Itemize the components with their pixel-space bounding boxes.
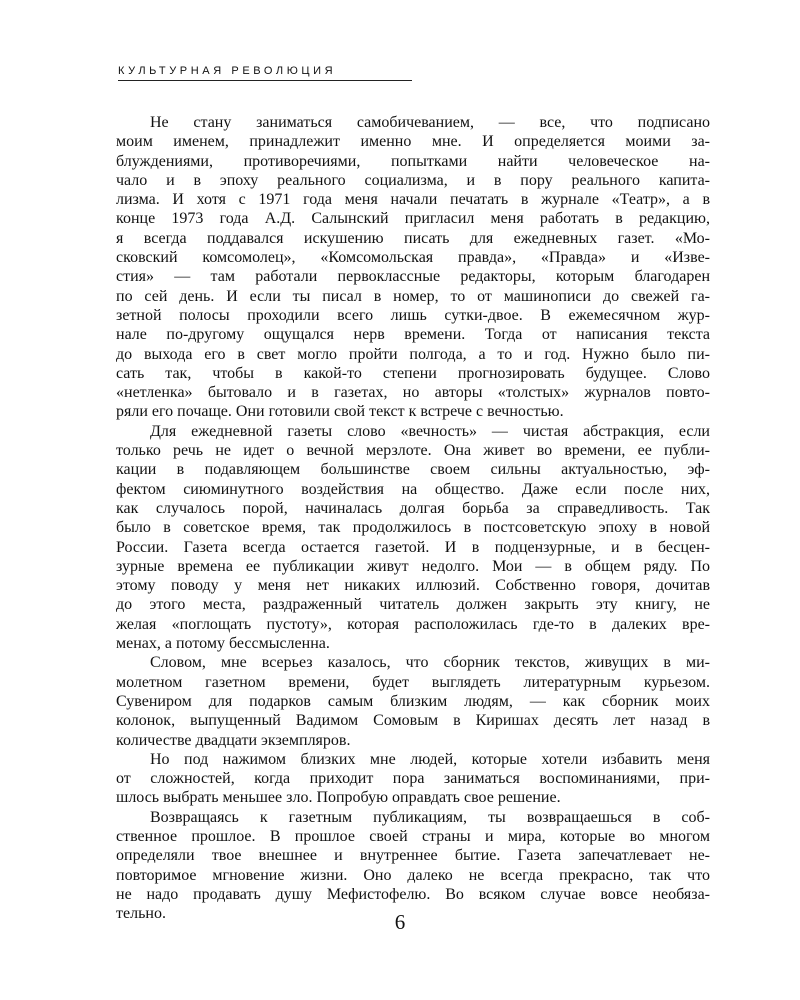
running-head: КУЛЬТУРНАЯ РЕВОЛЮЦИЯ	[118, 65, 337, 77]
body-text	[116, 113, 710, 923]
text-line: России. Газета всегда остается газетой. И в подцензурные, и в бесцен-	[116, 538, 710, 556]
text-line: конце 1973 года А.Д. Салынский пригласил меня работать в редакцию,	[116, 210, 710, 228]
text-line: сать так, чтобы в какой-то степени прогнозировать будущее. Слово	[116, 364, 710, 382]
text-line: сковский комсомолец», «Комсомольская правда», «Правда» и «Изве-	[116, 249, 710, 267]
text-line: как случалось порой, начиналась долгая борьба за справедливость. Так	[116, 499, 710, 517]
text-line: по сей день. И если ты писал в номер, то от машинописи до свежей га-	[116, 287, 710, 305]
text-line: фектом сиюминутного воздействия на общество. Даже если после них,	[116, 480, 710, 498]
text-line: Для ежедневной газеты слово «вечность» — чистая абстракция, если	[150, 422, 710, 440]
text-line: этому поводу у меня нет никаких иллюзий. Собственно говоря, дочитав	[116, 577, 710, 595]
text-line: блуждениями, противоречиями, попытками найти человеческое на-	[116, 152, 710, 170]
text-line: я всегда поддавался искушению писать для ежедневных газет. «Мо-	[116, 229, 710, 247]
text-line: ряли его почаще. Они готовили свой текст к встрече с вечностью.	[116, 403, 564, 421]
page-number: 6	[394, 910, 406, 934]
text-line: молетном газетном времени, будет выглядеть литературным курьезом.	[116, 673, 710, 691]
text-line: стия» — там работали первоклассные редакторы, которым благодарен	[116, 268, 710, 286]
text-line: Сувениром для подарков самым близким людям, — как сборник моих	[116, 692, 710, 710]
text-line: повторимое мгновение жизни. Оно далеко не всегда прекрасно, так что	[116, 866, 710, 884]
text-line: лизма. И хотя с 1971 года меня начали печатать в журнале «Театр», а в	[116, 191, 710, 209]
text-line: Возвращаясь к газетным публикациям, ты возвращаешься в соб-	[150, 808, 710, 826]
text-line: ственное прошлое. В прошлое своей страны и мира, которые во многом	[116, 827, 710, 845]
text-line: колонок, выпущенный Вадимом Сомовым в Киришах десять лет назад в	[116, 712, 710, 730]
text-line: количестве двадцати экземпляров.	[116, 731, 351, 749]
text-line: желая «поглощать пустоту», которая расположилась где-то в далеких вре-	[116, 615, 710, 633]
text-line: до выхода его в свет могло пройти полгода, а то и год. Нужно было пи-	[116, 345, 710, 363]
text-line: шлось выбрать меньшее зло. Попробую оправдать свое решение.	[116, 789, 561, 807]
text-line: до этого места, раздраженный читатель должен закрыть эту книгу, не	[116, 596, 710, 614]
text-line: менах, а потому бессмысленна.	[116, 635, 330, 653]
text-line: было в советское время, так продолжилось в постсоветскую эпоху в новой	[116, 519, 710, 537]
text-line: тельно.	[116, 905, 166, 923]
text-line: только речь не идет о вечной мерзлоте. Она живет во времени, ее публи-	[116, 442, 710, 460]
text-line: Но под нажимом близких мне людей, которые хотели избавить меня	[150, 750, 710, 768]
text-line: кации в подавляющем большинстве своем сильны актуальностью, эф-	[116, 461, 710, 479]
text-line: Не стану заниматься самобичеванием, — все, что подписано	[150, 114, 710, 131]
text-line: моим именем, принадлежит именно мне. И определяется моими за-	[116, 133, 710, 151]
text-line: «нетленка» бытовало и в газетах, но авторы «толстых» журналов повто-	[116, 384, 710, 402]
header-rule	[118, 80, 412, 81]
text-line: чало и в эпоху реального социализма, и в пору реального капита-	[116, 171, 710, 189]
text-line: не надо продавать душу Мефистофелю. Во всяком случае вовсе необяза-	[116, 885, 710, 903]
text-line: Словом, мне всерьез казалось, что сборник текстов, живущих в ми-	[150, 654, 710, 672]
text-line: зетной полосы проходили всего лишь сутки-двое. В ежемесячном жур-	[116, 306, 710, 324]
text-line: зурные времена ее публикации живут недолго. Мои — в общем ряду. По	[116, 557, 710, 575]
text-line: определяли твое внешнее и внутреннее бытие. Газета запечатлевает не-	[116, 847, 710, 865]
text-line: от сложностей, когда приходит пора заниматься воспоминаниями, при-	[116, 770, 710, 788]
text-line: нале по-другому ощущался нерв времени. Тогда от написания текста	[116, 326, 710, 344]
